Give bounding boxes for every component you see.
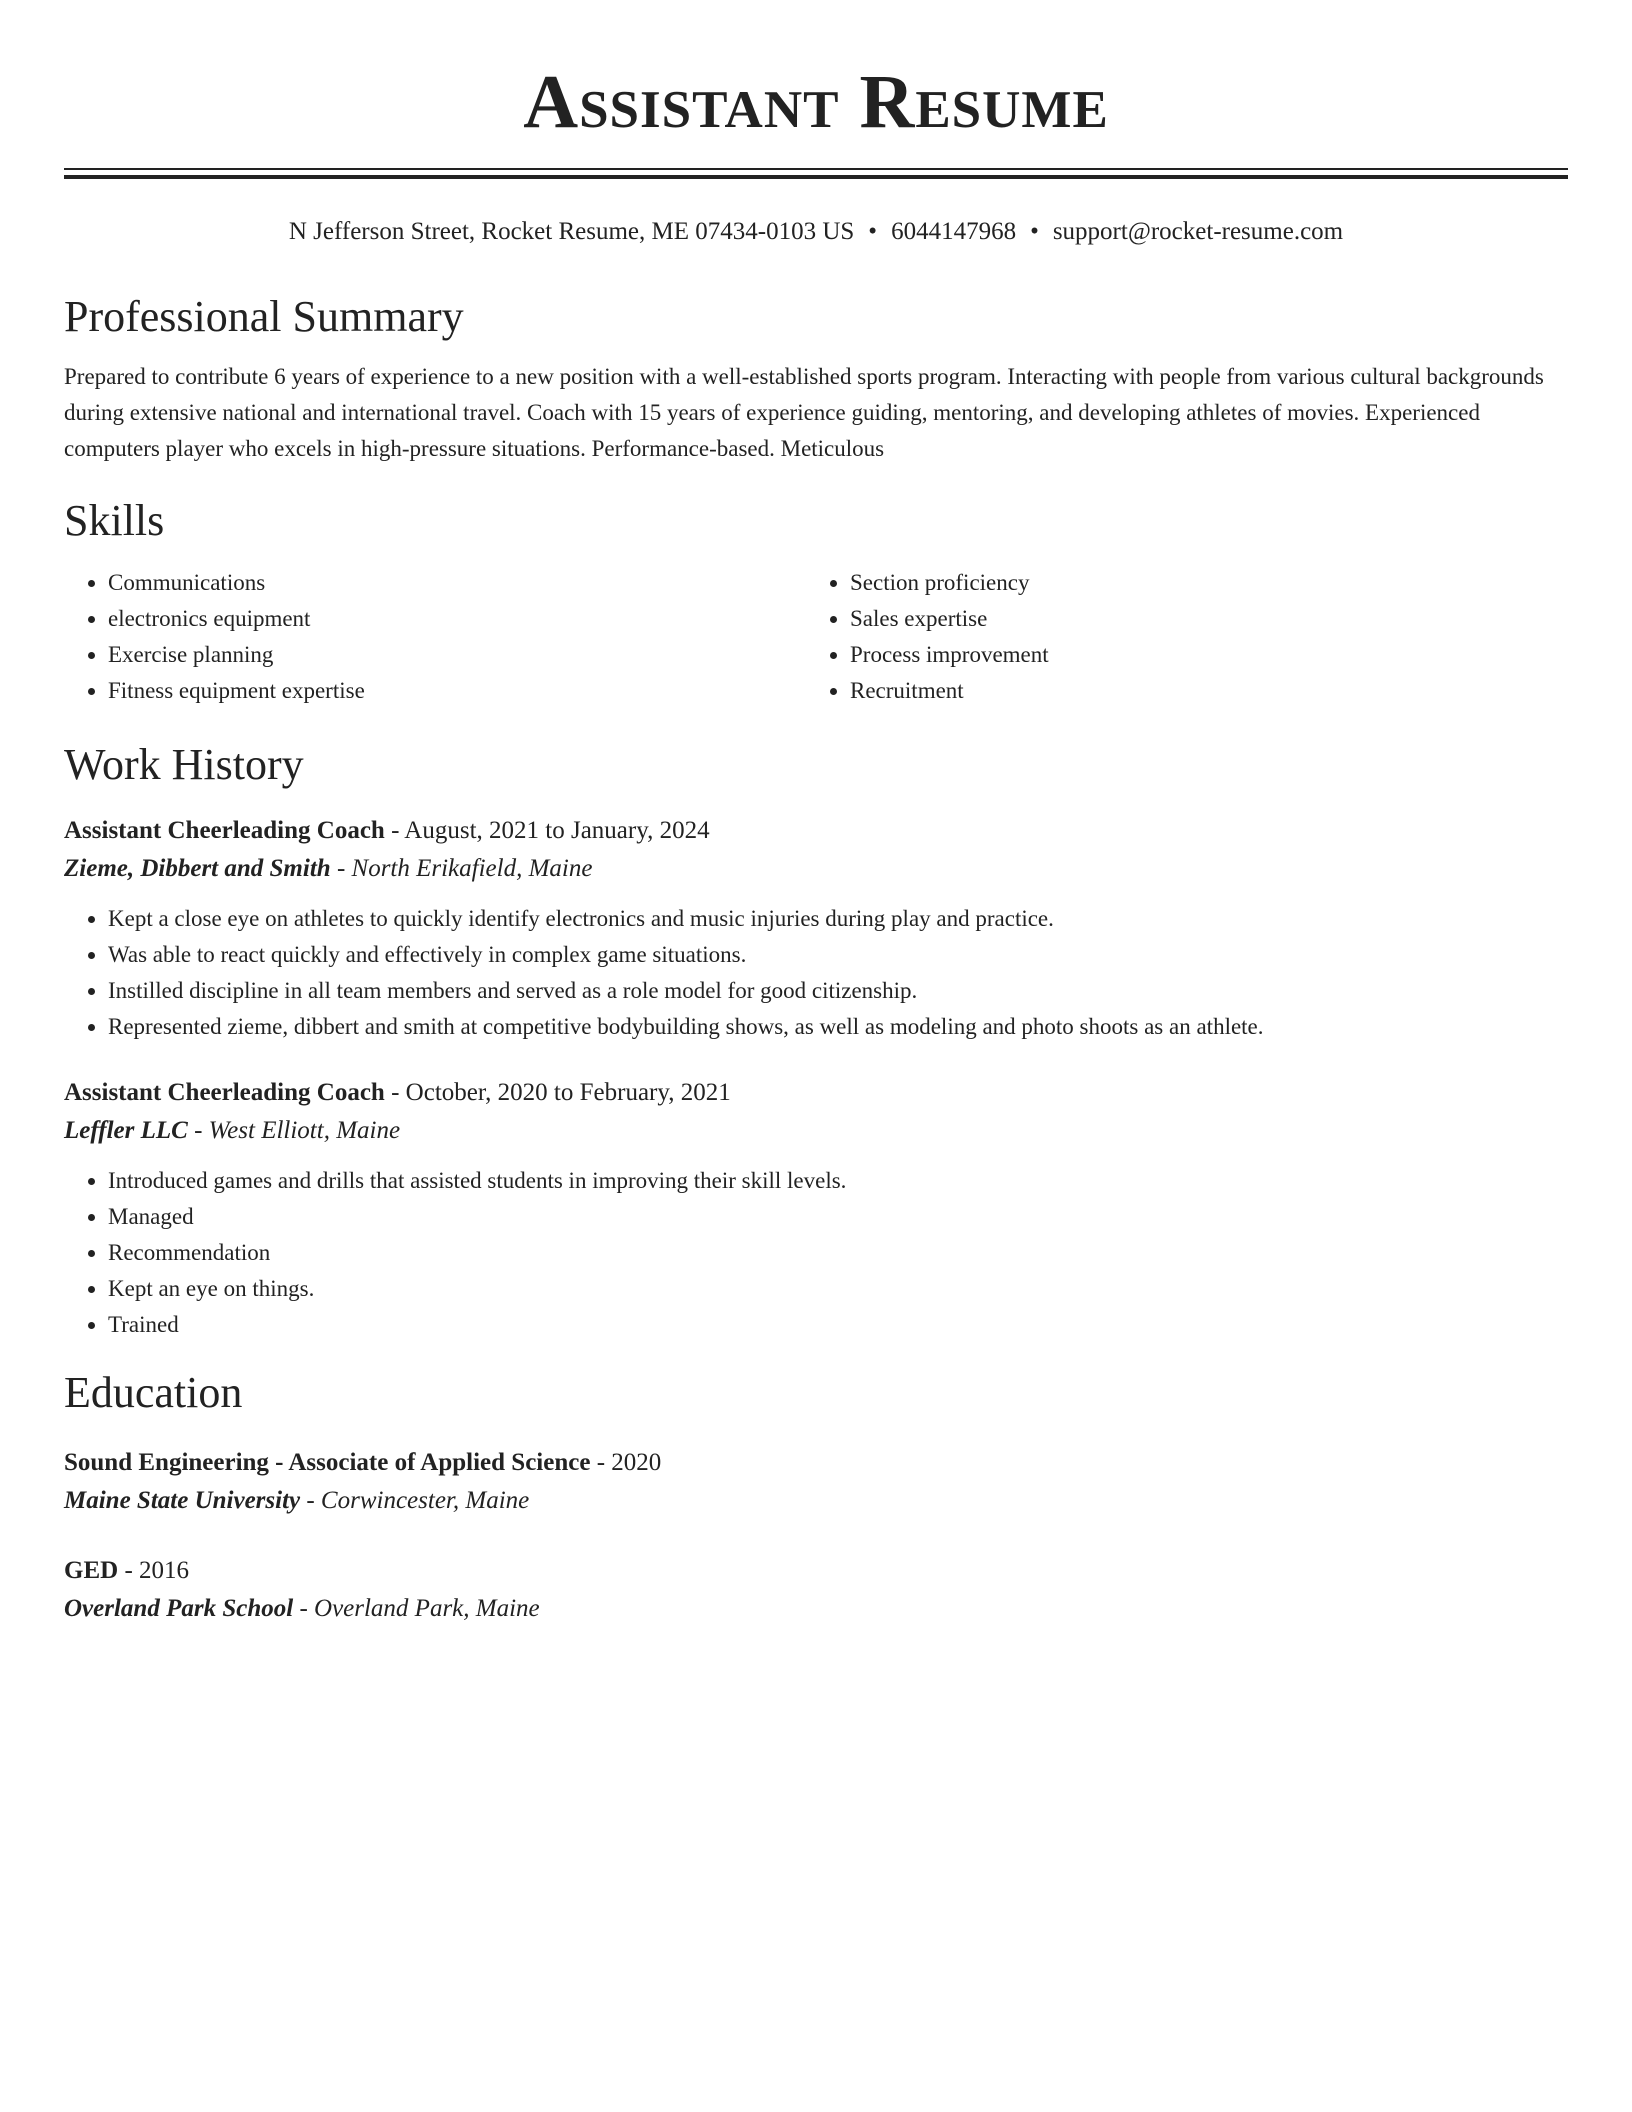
job-header [64,813,1568,849]
job-duty: • Managed [108,1199,1568,1235]
job-header [64,1075,1568,1111]
skill-item: • Process improvement [850,637,1049,673]
job-duty: • Kept an eye on things. [108,1271,1568,1307]
job-company: Zieme, Dibbert and Smith [64,855,331,882]
title-double-rule [64,168,1568,179]
education-header [64,1445,1568,1481]
job-title: Assistant Cheerleading Coach [64,817,385,844]
summary-heading: Professional Summary [64,292,464,341]
education-degree: GED [64,1557,119,1584]
education-institution [64,1591,1568,1627]
education-heading: Education [64,1368,243,1417]
job-location: - North Erikafield, Maine [330,855,593,882]
contact-address: N Jefferson Street, Rocket Resume, ME 07434-0103 US [288,218,855,245]
job-entry [64,1075,1568,1343]
education-year: - 2016 [118,1557,190,1584]
job-duty: • Kept a close eye on athletes to quickly identify electronics and music injuries during play and practice. [108,901,1568,937]
contact-phone: 6044147968 [891,218,1017,245]
education-year: - 2020 [590,1449,662,1476]
education-institution [64,1483,1568,1519]
job-location: - West Elliott, Maine [187,1117,401,1144]
job-employer [64,1113,1568,1149]
contact-line [64,215,1568,249]
job-employer [64,851,1568,887]
skill-item: • Sales expertise [850,601,1049,637]
skill-item: • Fitness equipment expertise [108,673,806,709]
job-dates: - August, 2021 to January, 2024 [384,817,710,844]
job-duties-list [64,901,1568,1045]
education-school: Overland Park School [64,1595,294,1622]
education-header [64,1553,1568,1589]
education-degree: Sound Engineering - Associate of Applied Science [64,1449,591,1476]
job-duty: • Represented zieme, dibbert and smith at competitive bodybuilding shows, as well as modeling and photo shoots as an athlete. [108,1009,1568,1045]
contact-separator: • [868,218,878,245]
skills-columns [64,565,1568,709]
job-title: Assistant Cheerleading Coach [64,1079,385,1106]
job-duty: • Introduced games and drills that assisted students in improving their skill levels. [108,1163,1568,1199]
contact-separator: • [1030,218,1039,245]
job-dates: - October, 2020 to February, 2021 [384,1079,731,1106]
skills-list-left [64,565,806,709]
job-duties-list [64,1163,1568,1343]
summary-text: Prepared to contribute 6 years of experience to a new position with a well-established sports program. Interacting with people from various cultural backgrounds during extensive national and international travel. Coach with 15 years of experience guiding, mentoring, and developing athletes of movies. Experienced computers player who excels in high-pressure situations. Performance-based. Meticulous [64,364,1544,461]
skill-item: • Exercise planning [108,637,806,673]
skills-list-right [806,565,1049,709]
resume-title: Assistant Resume [523,60,1109,144]
contact-email: support@rocket-resume.com [1052,218,1344,245]
skill-item: • Communications [108,565,806,601]
education-entry [64,1553,1568,1627]
education-school: Maine State University [64,1487,301,1514]
skill-item: • electronics equipment [108,601,806,637]
job-duty: • Instilled discipline in all team members and served as a role model for good citizenship. [108,973,1568,1009]
education-location: - Overland Park, Maine [293,1595,540,1622]
job-entry [64,813,1568,1045]
education-entry [64,1445,1568,1519]
job-duty: • Trained [108,1307,1568,1343]
education-location: - Corwincester, Maine [300,1487,530,1514]
job-duty: • Was able to react quickly and effectively in complex game situations. [108,937,1568,973]
skill-item: • Recruitment [850,673,1049,709]
work-history-heading: Work History [64,740,304,789]
skills-heading: Skills [64,496,165,545]
job-company: Leffler LLC [64,1117,188,1144]
skill-item: • Section proficiency [850,565,1049,601]
job-duty: • Recommendation [108,1235,1568,1271]
